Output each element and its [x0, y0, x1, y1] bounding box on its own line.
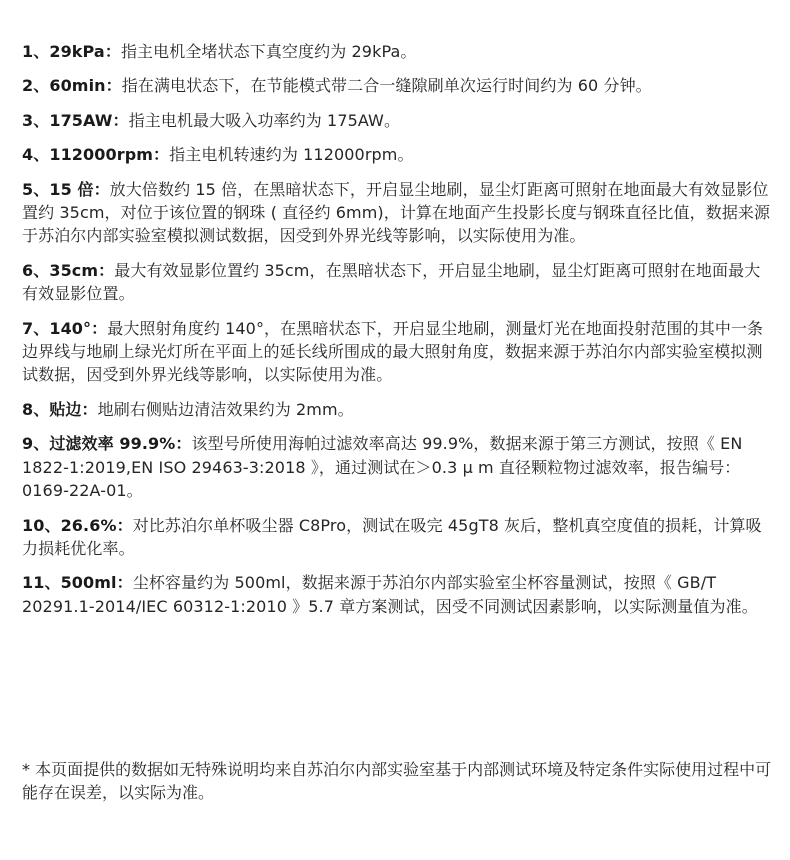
- spec-note-key: 10、26.6%：: [22, 515, 133, 535]
- spec-note-6: [22, 259, 772, 306]
- spec-note-11: [22, 571, 772, 618]
- spec-note-7: [22, 317, 772, 387]
- spec-note-desc: 最大照射角度约 140°，在黑暗状态下，开启显尘地刷，测量灯光在地面投射范围的其中一条边界线与地刷上绿光灯所在平面上的延长线所围成的最大照射角度，数据来源于苏泊尔内部实验室模拟测试数据，因受到外界光线等影响，以实际使用为准。: [22, 318, 764, 385]
- spec-note-8: [22, 398, 772, 421]
- spec-note-key: 7、140°：: [22, 318, 108, 338]
- spec-note-key: 3、175AW：: [22, 110, 129, 130]
- spec-note-desc: 地刷右侧贴边清洁效果约为 2mm。: [97, 399, 354, 419]
- spec-note-5: [22, 178, 772, 248]
- spec-note-4: [22, 143, 772, 166]
- spec-note-desc: 指主电机全堵状态下真空度约为 29kPa。: [120, 42, 417, 61]
- spec-note-desc: 指在满电状态下，在节能模式带二合一缝隙刷单次运行时间约为 60 分钟。: [121, 76, 652, 96]
- spec-note-10: [22, 514, 772, 561]
- spec-note-3: [22, 109, 772, 132]
- spec-note-key: 4、112000rpm：: [22, 145, 170, 165]
- spec-note-key: 6、35cm：: [22, 260, 115, 280]
- spec-note-key: 9、过滤效率 99.9%：: [22, 434, 192, 454]
- spec-note-key: 2、60min：: [22, 76, 122, 96]
- spec-note-key: 5、15 倍：: [22, 179, 110, 199]
- spec-note-desc: 最大有效显影位置约 35cm，在黑暗状态下，开启显尘地刷，显尘灯距离可照射在地面最大有效显影位置。: [22, 260, 761, 304]
- spec-note-desc: 对比苏泊尔单杯吸尘器 C8Pro，测试在吸完 45gT8 灰后，整机真空度值的损耗，计算吸力损耗优化率。: [22, 515, 762, 558]
- spec-notes-list: [22, 40, 772, 629]
- spec-note-desc: 放大倍数约 15 倍，在黑暗状态下，开启显尘地刷，显尘灯距离可照射在地面最大有效显影位置约 35cm，对位于该位置的钢珠 ( 直径约 6mm)，计算在地面产生投影长度与钢珠直径比值，数据来源于苏泊尔内部实验室模拟测试数据，因受到外界光线等影响，以实际使用为准。: [22, 179, 771, 246]
- spec-note-desc: 尘杯容量约为 500ml，数据来源于苏泊尔内部实验室尘杯容量测试，按照《 GB/T 20291.1-2014/IEC 60312-1:2010 》5.7 章方案测试，因受不同测试因素影响，以实际测量值为准。: [22, 573, 758, 616]
- spec-note-9: [22, 432, 772, 502]
- disclaimer-footnote: * 本页面提供的数据如无特殊说明均来自苏泊尔内部实验室基于内部测试环境及特定条件实际使用过程中可能存在误差，以实际为准。: [22, 760, 772, 803]
- spec-note-desc: 指主电机转速约为 112000rpm。: [169, 145, 414, 165]
- spec-note-key: 8、贴边：: [22, 399, 98, 419]
- spec-note-1: [22, 40, 772, 63]
- spec-note-key: 1、29kPa：: [22, 42, 121, 61]
- spec-note-key: 11、500ml：: [22, 573, 133, 593]
- spec-note-desc: 该型号所使用海帕过滤效率高达 99.9%，数据来源于第三方测试，按照《 EN 1822-1:2019,EN ISO 29463-3:2018 》，通过测试在＞0.3 μ m 直径颗粒物过滤效率，报告编号：0169-22A-01。: [22, 434, 743, 501]
- spec-note-desc: 指主电机最大吸入功率约为 175AW。: [128, 110, 401, 130]
- spec-note-2: [22, 74, 772, 97]
